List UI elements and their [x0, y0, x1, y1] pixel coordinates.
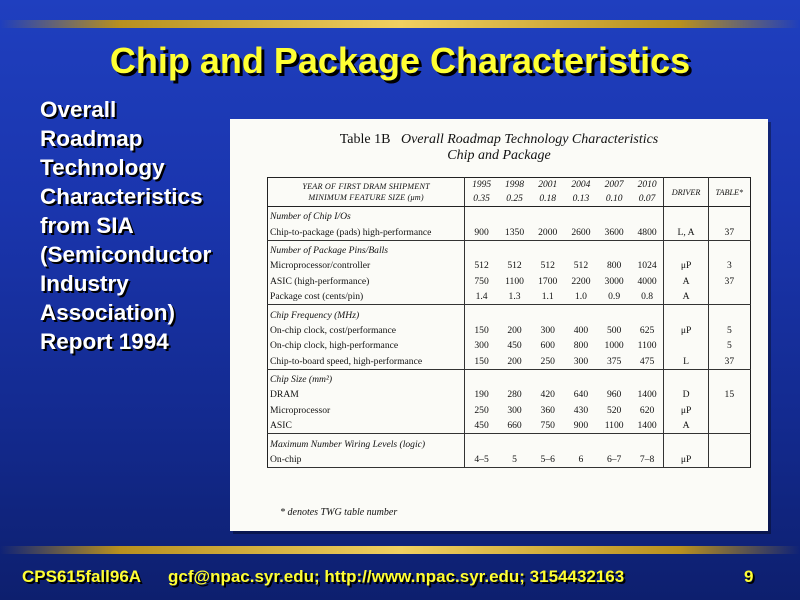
- side-text-line: Association): [40, 300, 176, 325]
- section-title: Maximum Number Wiring Levels (logic): [270, 438, 426, 450]
- side-text-line: Overall: [40, 97, 117, 122]
- value-cell: 430: [573, 404, 589, 416]
- empty-cell: [598, 305, 631, 323]
- empty-cell: [498, 305, 531, 323]
- value-cell: 600: [540, 340, 555, 352]
- value-cell: 400: [573, 324, 589, 336]
- value-cell: 420: [540, 389, 555, 401]
- value-cell: 250: [465, 403, 498, 418]
- value-cell: 512: [540, 260, 555, 272]
- empty-cell: [631, 434, 664, 452]
- top-accent-bar: [0, 20, 800, 28]
- footer-course: CPS615fall96A: [22, 567, 142, 586]
- header-driver: DRIVER: [664, 178, 708, 207]
- table-row: [268, 452, 751, 468]
- empty-cell: [708, 207, 750, 225]
- empty-cell: [465, 240, 498, 258]
- value-cell: 5–6: [531, 452, 564, 468]
- table-ref-cell: [708, 452, 750, 468]
- table-row: [268, 354, 751, 370]
- empty-cell: [564, 207, 597, 225]
- table-caption: [230, 132, 768, 164]
- header-table-ref: TABLE*: [708, 178, 750, 207]
- side-text-line: from SIA: [40, 213, 134, 238]
- value-cell: 4000: [637, 275, 657, 287]
- empty-cell: [708, 240, 750, 258]
- empty-cell: [564, 434, 597, 452]
- value-cell: 6: [564, 452, 597, 468]
- value-cell: 360: [540, 404, 555, 416]
- value-cell: 512: [465, 258, 498, 273]
- roadmap-table: [267, 177, 751, 468]
- empty-cell: [598, 369, 631, 387]
- value-cell: 2200: [571, 275, 591, 287]
- header-year-col: 1998 0.25: [498, 178, 531, 207]
- driver-cell: L: [664, 354, 708, 370]
- value-cell: 1100: [598, 418, 631, 434]
- table-caption-subtitle: Chip and Package: [447, 148, 551, 163]
- empty-cell: [465, 434, 498, 452]
- value-cell: 1700: [538, 275, 558, 287]
- empty-cell: [498, 207, 531, 225]
- table-ref-cell: 3: [708, 258, 750, 273]
- table-row: [268, 224, 751, 240]
- value-cell: 640: [573, 389, 589, 401]
- table-ref-cell: [708, 289, 750, 305]
- header-year-col: 2007 0.10: [598, 178, 631, 207]
- value-cell: 0.9: [598, 289, 631, 305]
- row-label: Package cost (cents/pin): [268, 289, 465, 305]
- empty-cell: [598, 207, 631, 225]
- value-cell: 0.8: [631, 289, 664, 305]
- side-description: [40, 95, 250, 356]
- value-cell: 250: [531, 354, 564, 370]
- section-title: Number of Package Pins/Balls: [270, 244, 389, 256]
- empty-cell: [664, 434, 708, 452]
- value-cell: 200: [507, 324, 522, 336]
- row-label: Chip-to-package (pads) high-performance: [268, 224, 465, 240]
- value-cell: 660: [498, 418, 531, 434]
- empty-cell: [564, 240, 597, 258]
- driver-cell: A: [664, 274, 708, 289]
- value-cell: 7–8: [631, 452, 664, 468]
- table-header-label: [268, 178, 465, 207]
- side-text-line: Technology: [40, 155, 165, 180]
- value-cell: 620: [639, 404, 655, 416]
- empty-cell: [631, 305, 664, 323]
- empty-cell: [708, 369, 750, 387]
- header-year-col: 2001 0.18: [531, 178, 564, 207]
- bottom-accent-bar: [0, 546, 800, 554]
- value-cell: 475: [631, 354, 664, 370]
- side-text-line: (Semiconductor: [40, 242, 212, 267]
- value-cell: 450: [507, 340, 522, 352]
- value-cell: 280: [507, 389, 522, 401]
- table-row: [268, 418, 751, 434]
- row-label: On-chip clock, high-performance: [270, 340, 399, 352]
- table-ref-cell: 15: [708, 387, 750, 402]
- empty-cell: [631, 369, 664, 387]
- row-label: Chip-to-board speed, high-performance: [268, 354, 465, 370]
- table-ref-cell: [708, 403, 750, 418]
- empty-cell: [631, 240, 664, 258]
- table-row: [268, 323, 751, 338]
- value-cell: 6–7: [598, 452, 631, 468]
- empty-cell: [664, 369, 708, 387]
- empty-cell: [531, 207, 564, 225]
- empty-cell: [498, 369, 531, 387]
- table-row: [268, 274, 751, 289]
- empty-cell: [664, 305, 708, 323]
- table-row: [268, 387, 751, 402]
- value-cell: 150: [465, 354, 498, 370]
- footer-page-number: 9: [744, 567, 754, 586]
- value-cell: 3000: [604, 275, 624, 287]
- driver-cell: μP: [664, 403, 708, 418]
- value-cell: 1.1: [531, 289, 564, 305]
- value-cell: 4–5: [465, 452, 498, 468]
- side-text-line: Industry: [40, 271, 129, 296]
- table-ref-cell: 5: [708, 323, 750, 338]
- roadmap-table-figure: [230, 119, 768, 531]
- header-year-label: YEAR OF FIRST DRAM SHIPMENT: [302, 182, 430, 191]
- empty-cell: [664, 207, 708, 225]
- header-year-col: 2010 0.07: [631, 178, 664, 207]
- empty-cell: [708, 434, 750, 452]
- table-ref-cell: 37: [708, 274, 750, 289]
- empty-cell: [465, 207, 498, 225]
- value-cell: 150: [465, 323, 498, 338]
- header-year-col: 1995 0.35: [465, 178, 498, 207]
- driver-cell: A: [664, 418, 708, 434]
- table-row: [268, 258, 751, 273]
- side-text-line: Roadmap: [40, 126, 143, 151]
- table-header-row: [268, 178, 751, 207]
- table-section-header: [268, 369, 751, 387]
- section-title: Number of Chip I/Os: [270, 211, 351, 223]
- empty-cell: [531, 434, 564, 452]
- empty-cell: [564, 305, 597, 323]
- value-cell: 1400: [637, 389, 657, 401]
- driver-cell: μP: [664, 323, 708, 338]
- header-year-col: 2004 0.13: [564, 178, 597, 207]
- section-title: Chip Frequency (MHz): [270, 309, 360, 321]
- value-cell: 1100: [637, 340, 657, 352]
- value-cell: 1.4: [465, 289, 498, 305]
- table-ref-cell: 5: [708, 338, 750, 353]
- value-cell: 450: [465, 418, 498, 434]
- empty-cell: [598, 434, 631, 452]
- value-cell: 300: [540, 324, 555, 336]
- value-cell: 900: [564, 418, 597, 434]
- value-cell: 4800: [631, 224, 664, 240]
- value-cell: 2600: [564, 224, 597, 240]
- empty-cell: [531, 240, 564, 258]
- value-cell: 375: [598, 354, 631, 370]
- value-cell: 750: [465, 274, 498, 289]
- table-body: [268, 207, 751, 468]
- table-section-header: [268, 207, 751, 225]
- empty-cell: [564, 369, 597, 387]
- value-cell: 2000: [531, 224, 564, 240]
- empty-cell: [598, 240, 631, 258]
- side-text-line: Characteristics: [40, 184, 203, 209]
- empty-cell: [498, 434, 531, 452]
- value-cell: 900: [465, 224, 498, 240]
- table-row: [268, 338, 751, 353]
- value-cell: 300: [564, 354, 597, 370]
- table-section-header: [268, 305, 751, 323]
- empty-cell: [498, 240, 531, 258]
- row-label: On-chip clock, cost/performance: [270, 324, 396, 336]
- driver-cell: μP: [664, 452, 708, 468]
- driver-cell: [664, 338, 708, 353]
- row-label: On-chip: [268, 452, 465, 468]
- value-cell: 800: [573, 340, 589, 352]
- empty-cell: [465, 369, 498, 387]
- table-caption-title: Overall Roadmap Technology Characteristics: [400, 132, 659, 147]
- value-cell: 625: [639, 324, 655, 336]
- value-cell: 1400: [631, 418, 664, 434]
- value-cell: 1.3: [498, 289, 531, 305]
- driver-cell: A: [664, 289, 708, 305]
- value-cell: 520: [606, 404, 622, 416]
- value-cell: 300: [507, 404, 522, 416]
- value-cell: 512: [507, 260, 522, 272]
- value-cell: 1.0: [564, 289, 597, 305]
- row-label: DRAM: [270, 389, 299, 401]
- header-feature-label: MINIMUM FEATURE SIZE (μm): [308, 193, 424, 202]
- table-section-header: [268, 240, 751, 258]
- empty-cell: [531, 305, 564, 323]
- value-cell: 1350: [498, 224, 531, 240]
- row-label: Microprocessor: [270, 404, 331, 416]
- value-cell: 1100: [505, 275, 524, 287]
- value-cell: 5: [498, 452, 531, 468]
- section-title: Chip Size (mm²): [270, 374, 333, 386]
- empty-cell: [708, 305, 750, 323]
- side-text-line: Report 1994: [40, 329, 169, 354]
- slide-title: Chip and Package Characteristics: [109, 40, 691, 81]
- value-cell: 512: [573, 260, 589, 272]
- table-footnote: * denotes TWG table number: [280, 507, 398, 518]
- value-cell: 3600: [598, 224, 631, 240]
- driver-cell: L, A: [664, 224, 708, 240]
- table-ref-cell: [708, 418, 750, 434]
- driver-cell: D: [664, 387, 708, 402]
- value-cell: 1024: [637, 260, 657, 272]
- table-row: [268, 403, 751, 418]
- table-ref-cell: 37: [708, 354, 750, 370]
- value-cell: 190: [465, 387, 498, 402]
- empty-cell: [531, 369, 564, 387]
- empty-cell: [465, 305, 498, 323]
- table-row: [268, 289, 751, 305]
- driver-cell: μP: [664, 258, 708, 273]
- value-cell: 960: [606, 389, 622, 401]
- footer-contact: gcf@npac.syr.edu; http://www.npac.syr.edu; 3154432163: [168, 567, 625, 586]
- value-cell: 200: [498, 354, 531, 370]
- row-label: Microprocessor/controller: [270, 260, 371, 272]
- value-cell: 750: [531, 418, 564, 434]
- row-label: ASIC (high-performance): [270, 275, 370, 287]
- empty-cell: [664, 240, 708, 258]
- table-caption-number: Table 1B: [339, 132, 391, 147]
- table-ref-cell: 37: [708, 224, 750, 240]
- value-cell: 1000: [604, 340, 624, 352]
- value-cell: 800: [606, 260, 622, 272]
- value-cell: 500: [606, 324, 622, 336]
- table-section-header: [268, 434, 751, 452]
- empty-cell: [631, 207, 664, 225]
- row-label: ASIC: [268, 418, 465, 434]
- value-cell: 300: [465, 338, 498, 353]
